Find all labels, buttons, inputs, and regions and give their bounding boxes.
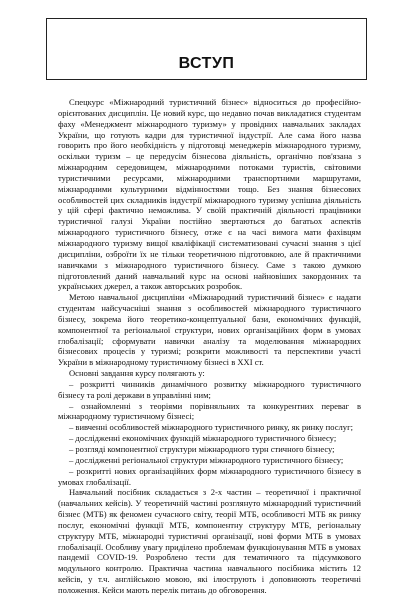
list-item: – розкритті чинників динамічного розвитку міжнародного туристичного бізнесу та ролі держави в управлінні ним; [58, 378, 361, 400]
purpose-paragraph: Метою навчальної дисципліни «Міжнародний туристичний бізнес» є надати студентам найсучасніші знання з особливостей міжнародного туристичного бізнесу, зокрема його теоретико-концептуальної бази, економічних функцій, компонентної та регіональної структури, нових організаційних форм в умовах глобалізації; сформувати навички аналізу та моделювання міжнародних бізнесових процесів у туризмі; розкрити можливості та перспективи участі України в міжнародному туристичному бізнесі в XXI ст. [58, 292, 361, 368]
intro-paragraph: Спецкурс «Міжнародний туристичний бізнес» відноситься до професійно-орієнтованих дисциплін. Це новий курс, що недавно почав викладатися студентам фаху «Менеджмент міжнародного туризму» у провідних навчальних закладах України, що готують кадри для туристичної індустрії. Але сама його назва говорить про його необхідність у підготовці менеджерів міжнародного туризму, оскільки туризм – це передусім бізнесова діяльність, органічно пов'язана з міжнародним середовищем, міжнародними потоками туристів, світовими туристичними ресурсами, міжнародними транспортними маршрутами, міжнародними культурними відмінностями тощо. Без знання бізнесових особливостей цих складників індустрії міжнародного туризму успішна діяльність у цій сфері фактично неможлива. У своїй практичній діяльності працівники туристичної галузі України постійно звертаються до багатьох аспектів міжнародного туристичного бізнесу, отже є на часі вимога мати фахівцям міжнародного туризму вищої кваліфікації систематизовані сучасні знання з цієї дисципліни, озброїти їх не тільки теоретичною підготовкою, але й практичними навичками з міжнародного туристичного бізнесу. Саме з такою думкою підготовлений даний навчальний курс на основі найновіших закордонних та українських джерел, а також авторських розробок. [58, 97, 361, 292]
structure-paragraph: Навчальний посібник складається з 2-х частин – теоретичної і практичної (навчальних кейсів). У теоретичній частині розглянуто міжнародний туристичний бізнес (МТБ) як феномен сучасного світу, теорії МТБ, особливості МТБ як ринку послуг, економічні функції МТБ, компонентну структуру МТБ, регіональну структуру МТБ, міжнародні туристичні організації, нові форми МТБ в умовах глобалізації. Особливу увагу приділено проблемам функціонування МТБ в умовах пандемії COVID-19. Розроблено тести для тематичного та підсумкового модульного контролю. Практична частина навчального посібника містить 12 кейсів, у т.ч. англійською мовою, які ілюструють і доповнюють теоретичні положення. Кейси мають перелік питань до обговорення. [58, 487, 361, 595]
page-title: ВСТУП [178, 55, 235, 72]
list-item: – дослідженні регіональної структури міжнародного туристичного бізнесу; [69, 454, 344, 465]
body-text [58, 97, 361, 596]
tasks-heading: Основні завдання курсу полягають у: [69, 368, 205, 379]
list-item: – ознайомленні з теоріями порівняльних та конкурентних переваг в міжнародному туристичному бізнесі; [58, 400, 361, 422]
tasks-list [58, 379, 361, 487]
list-item: – розгляді компонентної структури міжнародного турн стичного бізнесу; [69, 444, 335, 454]
list-item: – розкритті нових організаційних форм міжнародного туристичного бізнесу в умовах глобалізації. [58, 465, 361, 487]
list-item: – вивченні особливостей міжнародного туристичного ринку, як ринку послуг; [69, 422, 353, 433]
list-item: – дослідженні економічних функцій міжнародного туристичного бізнесу; [69, 433, 337, 444]
title-frame [46, 18, 367, 80]
